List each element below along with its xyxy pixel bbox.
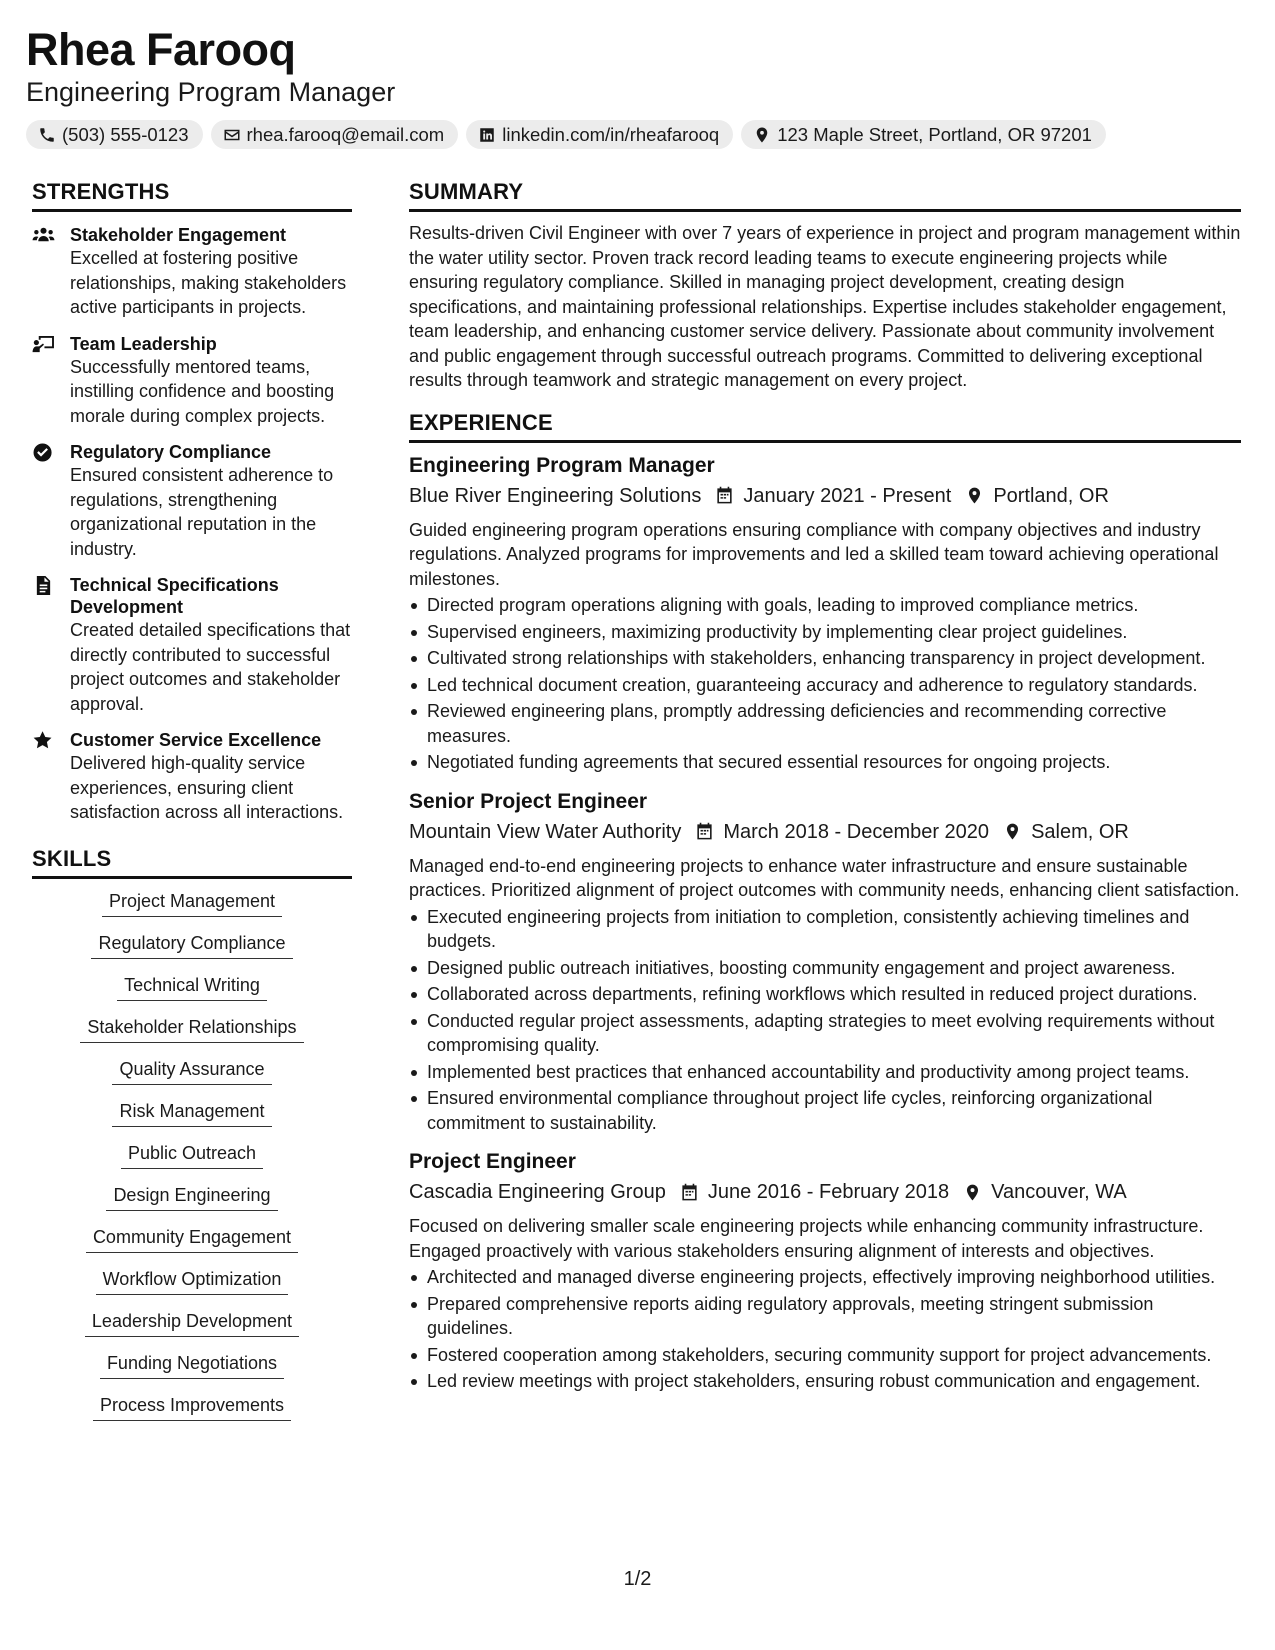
skill-tag: Workflow Optimization bbox=[96, 1267, 289, 1295]
contact-address bbox=[741, 120, 1106, 149]
job-title: Engineering Program Manager bbox=[409, 453, 715, 477]
list-item: Prepared comprehensive reports aiding regulatory approvals, meeting stringent submission guidelines. bbox=[409, 1292, 1241, 1341]
left-column bbox=[32, 178, 352, 1421]
job-location: Salem, OR bbox=[1031, 820, 1129, 843]
list-item: Led technical document creation, guaranteeing accuracy and adherence to regulatory standards. bbox=[409, 673, 1241, 698]
skill-tag: Quality Assurance bbox=[112, 1057, 271, 1085]
strength-desc: Delivered high-quality service experiences, ensuring client satisfaction across all interactions. bbox=[70, 753, 344, 822]
list-item: Negotiated funding agreements that secured essential resources for ongoing projects. bbox=[409, 750, 1241, 775]
job-bullets bbox=[409, 1265, 1241, 1394]
strength-item bbox=[32, 224, 352, 320]
list-item: Supervised engineers, maximizing productivity by implementing clear project guidelines. bbox=[409, 620, 1241, 645]
check-circle-icon bbox=[32, 443, 55, 462]
skill-tag: Design Engineering bbox=[106, 1183, 277, 1211]
strength-title: Technical Specifications Development bbox=[70, 575, 279, 617]
skill-tag: Project Management bbox=[102, 889, 282, 917]
job-meta bbox=[409, 818, 1241, 846]
strength-title: Team Leadership bbox=[70, 333, 217, 354]
contact-phone[interactable] bbox=[26, 120, 203, 149]
job-company: Mountain View Water Authority bbox=[409, 820, 682, 843]
calendar-icon bbox=[715, 486, 734, 505]
list-item: Cultivated strong relationships with stakeholders, enhancing transparency in project development. bbox=[409, 646, 1241, 671]
list-item: Reviewed engineering plans, promptly addressing deficiencies and recommending corrective measures. bbox=[409, 699, 1241, 748]
skills-heading: SKILLS bbox=[32, 845, 352, 879]
list-item: Led review meetings with project stakeholders, ensuring robust communication and engagement. bbox=[409, 1369, 1241, 1394]
job-company: Cascadia Engineering Group bbox=[409, 1181, 666, 1203]
experience-section bbox=[409, 409, 1241, 1394]
job-meta bbox=[409, 482, 1241, 510]
strength-desc: Ensured consistent adherence to regulations, strengthening organizational reputation in the industry. bbox=[70, 465, 334, 559]
calendar-icon bbox=[680, 1183, 699, 1202]
list-item: Fostered cooperation among stakeholders, securing community support for project advancements. bbox=[409, 1343, 1241, 1368]
linkedin-icon bbox=[478, 126, 496, 144]
chalkboard-teacher-icon bbox=[32, 335, 55, 354]
job-location: Portland, OR bbox=[993, 484, 1109, 507]
strength-item bbox=[32, 333, 352, 429]
job-title: Senior Project Engineer bbox=[409, 789, 648, 813]
strength-title: Customer Service Excellence bbox=[70, 730, 322, 750]
job-description: Managed end-to-end engineering projects to enhance water infrastructure and ensure sustainable practices. Prioritized alignment of project outcomes with community needs, enhancing client satisfaction. bbox=[409, 855, 1240, 900]
list-item: Designed public outreach initiatives, boosting community engagement and project awareness. bbox=[409, 956, 1241, 981]
experience-heading: EXPERIENCE bbox=[409, 409, 1241, 443]
contact-bar bbox=[26, 120, 1246, 149]
candidate-name: Rhea Farooq bbox=[26, 24, 296, 75]
page-number: 1/2 bbox=[623, 1568, 652, 1590]
list-item: Conducted regular project assessments, adapting strategies to meet evolving requirements without compromising quality. bbox=[409, 1009, 1241, 1058]
document-icon bbox=[32, 576, 55, 595]
skills-section bbox=[32, 845, 352, 1421]
contact-address-text: 123 Maple Street, Portland, OR 97201 bbox=[777, 123, 1092, 145]
skill-tag: Process Improvements bbox=[93, 1393, 291, 1421]
job-title: Project Engineer bbox=[409, 1150, 576, 1173]
job-entry bbox=[409, 1149, 1241, 1394]
job-meta bbox=[409, 1178, 1241, 1206]
contact-phone-text: (503) 555-0123 bbox=[62, 123, 189, 145]
job-company: Blue River Engineering Solutions bbox=[409, 484, 702, 507]
map-pin-icon bbox=[753, 126, 771, 144]
job-dates: June 2016 - February 2018 bbox=[707, 1181, 950, 1203]
skill-tag: Stakeholder Relationships bbox=[80, 1015, 303, 1043]
resume-header bbox=[26, 24, 1246, 149]
strength-item bbox=[32, 729, 352, 825]
star-icon bbox=[32, 731, 55, 750]
strength-desc: Created detailed specifications that directly contributed to successful project outcomes and stakeholder approval. bbox=[70, 620, 351, 714]
skill-tag: Risk Management bbox=[112, 1099, 271, 1127]
strength-item bbox=[32, 574, 352, 716]
list-item: Implemented best practices that enhanced accountability and productivity among project teams. bbox=[409, 1060, 1241, 1085]
list-item: Collaborated across departments, refining workflows which resulted in reduced project durations. bbox=[409, 982, 1241, 1007]
strengths-list bbox=[32, 224, 352, 825]
skill-tag: Technical Writing bbox=[117, 973, 267, 1001]
job-bullets bbox=[409, 905, 1241, 1136]
users-icon bbox=[32, 226, 55, 245]
summary-heading: SUMMARY bbox=[409, 178, 1241, 212]
job-entry bbox=[409, 789, 1241, 1136]
contact-linkedin[interactable] bbox=[466, 120, 733, 149]
job-description: Guided engineering program operations ensuring compliance with company objectives and industry regulations. Analyzed programs for improvements and led a skilled team toward achieving operational milestones. bbox=[409, 519, 1219, 589]
job-dates: January 2021 - Present bbox=[743, 484, 952, 507]
envelope-icon bbox=[223, 126, 241, 144]
strength-title: Regulatory Compliance bbox=[70, 442, 272, 462]
list-item: Architected and managed diverse engineering projects, effectively improving neighborhood utilities. bbox=[409, 1265, 1241, 1290]
contact-email[interactable] bbox=[211, 120, 459, 149]
job-location: Vancouver, WA bbox=[991, 1181, 1127, 1203]
job-entry bbox=[409, 453, 1241, 775]
map-pin-icon bbox=[965, 486, 984, 505]
right-column bbox=[409, 178, 1241, 1396]
skill-tag: Leadership Development bbox=[85, 1309, 299, 1337]
calendar-icon bbox=[695, 822, 714, 841]
summary-text: Results-driven Civil Engineer with over 7 years of experience in project and program management within the water utility sector. Proven track record leading teams to execute engineering projects while ensuring regulatory compliance. Skilled in managing project development, creating design specifications, and maintaining professional relationships. Expertise includes stakeholder engagement, team leadership, and enhancing customer service delivery. Passionate about community involvement and public engagement through successful outreach programs. Committed to delivering exceptional results through teamwork and strategic management on every project. bbox=[409, 223, 1241, 390]
job-description: Focused on delivering smaller scale engineering projects while enhancing community infrastructure. Engaged proactively with various stakeholders ensuring alignment of interests and objectives. bbox=[409, 1216, 1204, 1261]
contact-email-text: rhea.farooq@email.com bbox=[246, 123, 445, 145]
job-dates: March 2018 - December 2020 bbox=[723, 820, 990, 843]
job-bullets bbox=[409, 593, 1241, 775]
list-item: Ensured environmental compliance throughout project life cycles, reinforcing organizational commitment to sustainability. bbox=[409, 1086, 1241, 1135]
skill-tag: Community Engagement bbox=[86, 1225, 298, 1253]
map-pin-icon bbox=[963, 1183, 982, 1202]
phone-icon bbox=[38, 126, 56, 144]
strength-item bbox=[32, 441, 352, 561]
strength-desc: Successfully mentored teams, instilling confidence and boosting morale during complex projects. bbox=[70, 356, 335, 426]
strengths-heading: STRENGTHS bbox=[32, 178, 352, 212]
skills-list bbox=[32, 889, 352, 1421]
contact-linkedin-text: linkedin.com/in/rheafarooq bbox=[502, 123, 720, 145]
skill-tag: Funding Negotiations bbox=[100, 1351, 284, 1379]
skill-tag: Public Outreach bbox=[121, 1141, 263, 1169]
map-pin-icon bbox=[1003, 822, 1022, 841]
list-item: Directed program operations aligning with goals, leading to improved compliance metrics. bbox=[409, 593, 1241, 618]
strength-title: Stakeholder Engagement bbox=[70, 225, 287, 245]
list-item: Executed engineering projects from initiation to completion, consistently achieving timelines and budgets. bbox=[409, 905, 1241, 954]
strength-desc: Excelled at fostering positive relationships, making stakeholders active participants in projects. bbox=[70, 248, 347, 317]
skill-tag: Regulatory Compliance bbox=[91, 931, 292, 959]
candidate-role: Engineering Program Manager bbox=[26, 77, 396, 107]
